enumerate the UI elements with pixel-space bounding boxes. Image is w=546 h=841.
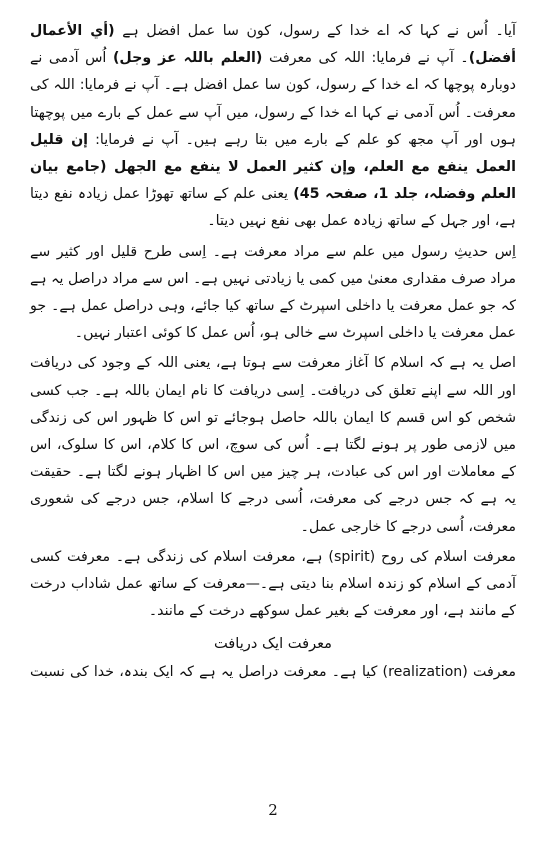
arabic-quote: إن قلیل العمل ینفع مع العلم، وإن کثیر العمل لا ینفع مع الجھل (جامع بیان العلم وفضلہ، جلد 1، صفحہ 45) xyxy=(30,131,517,203)
arabic-quote: (أي الأعمال أفضل) xyxy=(30,23,516,67)
text-run: آیا۔ اُس نے کہا کہ اے خدا کے رسول، کون سا عمل افضل ہے xyxy=(114,23,516,39)
arabic-quote: (العلم باللہ عز وجل) xyxy=(112,50,263,67)
body-text xyxy=(30,18,516,625)
text-run: معرفت اسلام کی روح (spirit) ہے، معرفت اسلام کی زندگی ہے۔ معرفت کسی آدمی کے اسلام کو زندہ اسلام بنا دیتی ہے۔—معرفت کے ساتھ عمل شاداب درخت کے مانند ہے، اور معرفت کے بغیر عمل سوکھے درخت کے مانند۔ xyxy=(30,548,516,620)
page-number: 2 xyxy=(268,801,278,819)
text-run: اصل یہ ہے کہ اسلام کا آغاز معرفت سے ہوتا ہے، یعنی اللہ کے وجود کی دریافت اور اللہ سے اپنے تعلق کی دریافت۔ اِسی دریافت کا نام ایمان باللہ ہے۔ جب کسی شخص کو اس قسم کا ایمان باللہ حاصل ہوجائے تو اس کا ظہور اس کی زندگی میں لازمی طور پر ہونے لگتا ہے۔ اُس کی سوچ، اس کا کلام، اس کا سلوک، اس کے معاملات اور اس کی عبادت، ہر چیز میں اس کا اظہار ہونے لگتا ہے۔ حقیقت یہ ہے کہ جس درجے کی معرفت، اُسی درجے کا اسلام، جس درجے کی شعوری معرفت، اُسی درجے کا خارجی عمل۔ xyxy=(30,355,516,535)
document-page xyxy=(30,18,516,686)
paragraph xyxy=(30,350,516,540)
paragraph xyxy=(30,239,516,348)
text-run: ۔ آپ نے فرمایا: اللہ کی معرفت xyxy=(262,50,469,67)
paragraph xyxy=(30,544,516,626)
text-run: یعنی علم کے ساتھ تھوڑا عمل زیادہ نفع دیتا ہے، اور جہل کے ساتھ زیادہ عمل بھی نفع نہیں دیتا۔ xyxy=(30,186,516,230)
section-heading: معرفت ایک دریافت xyxy=(213,635,333,653)
paragraph xyxy=(30,18,516,236)
text-run: اِس حدیثِ رسول میں علم سے مراد معرفت ہے۔ اِسی طرح قلیل اور کثیر سے مراد صرف مقداری معنیٰ میں کمی یا زیادتی نہیں ہے۔ اس سے مراد دراصل یہ ہے کہ جو عمل معرفت یا داخلی اسپرٹ کے ساتھ کیا جائے، وہی دراصل عمل ہے۔ جو عمل معرفت یا داخلی اسپرٹ سے خالی ہو، اُس عمل کا کوئی اعتبار نہیں۔ xyxy=(30,243,516,342)
text-run: اُس آدمی نے دوبارہ پوچھا کہ اے خدا کے رسول، کون سا عمل افضل ہے۔ آپ نے فرمایا: اللہ کی معرفت۔ اُس آدمی نے کہا اے خدا کے رسول، میں آپ سے عمل کے بارے میں پوچھتا ہوں اور آپ مجھ کو علم کے بارے میں بتا رہے ہیں۔ آپ نے فرمایا: xyxy=(30,50,517,148)
closing-line: معرفت (realization) کیا ہے۔ معرفت دراصل یہ ہے کہ ایک بندہ، خدا کی نسبت xyxy=(30,664,516,681)
